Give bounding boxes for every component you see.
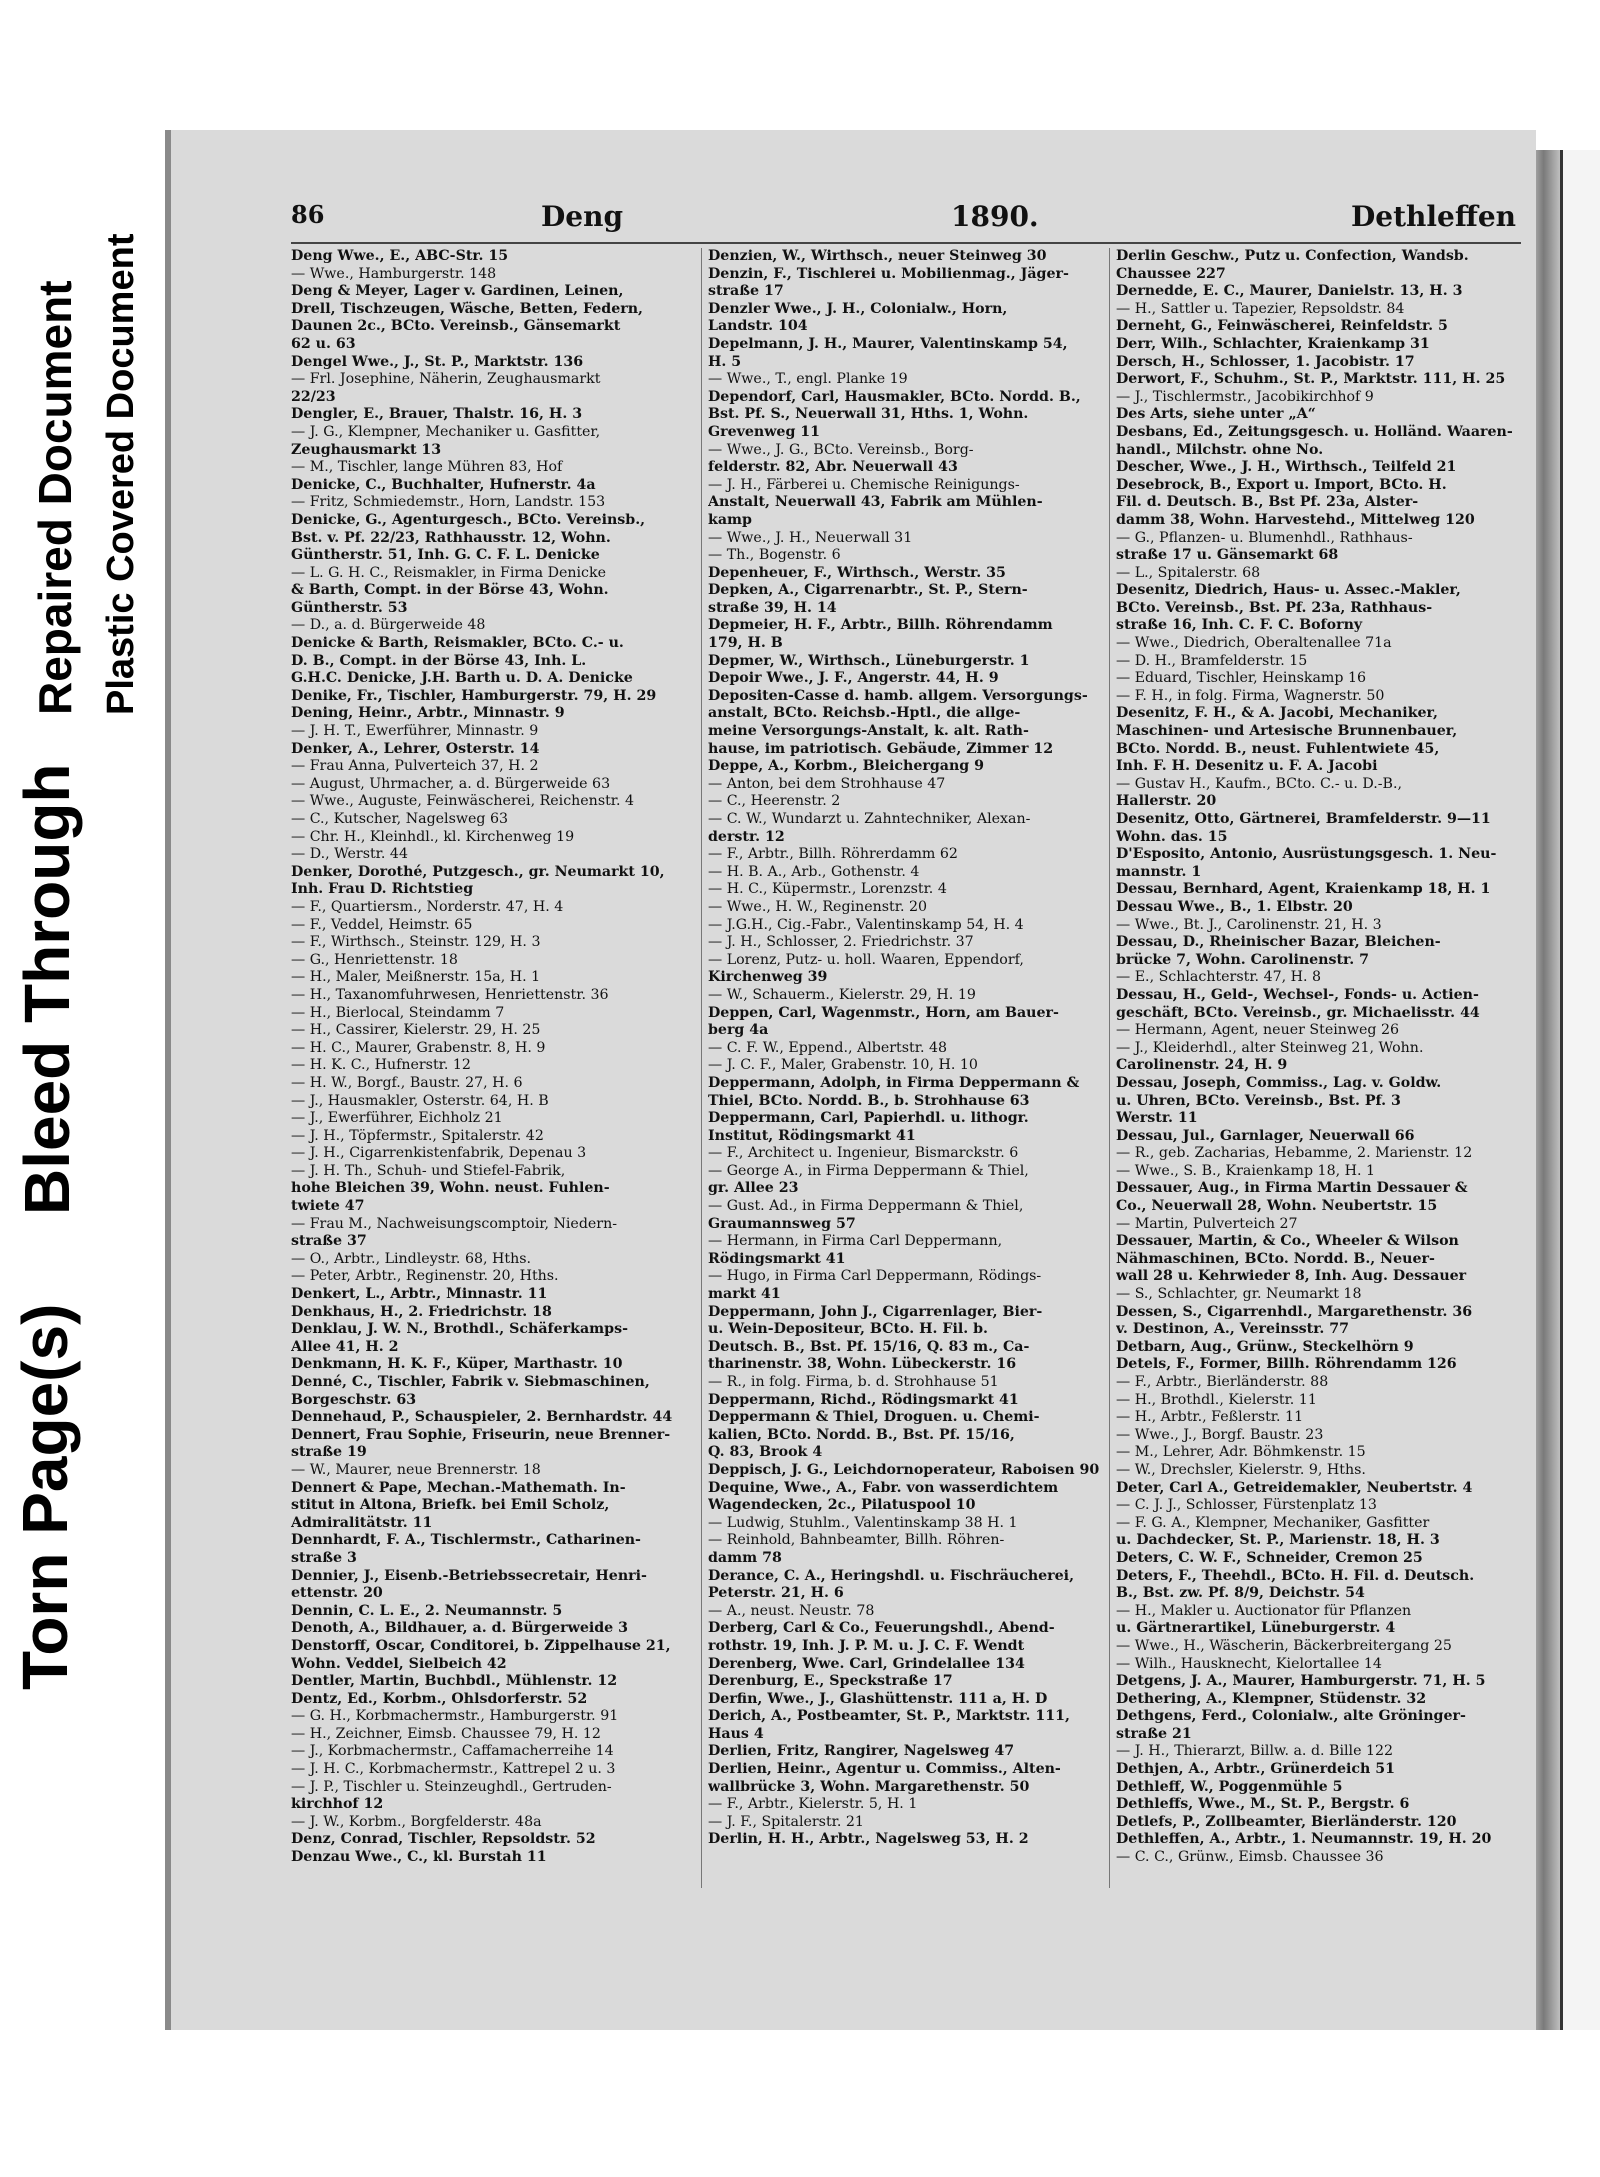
directory-entry: — J., Ewerführer, Eichholz 21 <box>291 1110 503 1127</box>
directory-entry: — Chr. H., Kleinhdl., kl. Kirchenweg 19 <box>291 828 575 845</box>
directory-entry: markt 41 <box>708 1286 781 1303</box>
directory-entry: Dersch, H., Schlosser, 1. Jacobistr. 17 <box>1116 353 1415 370</box>
directory-entry: Kirchenweg 39 <box>708 969 828 986</box>
directory-entry: — F., Arbtr., Billh. Röhrerdamm 62 <box>708 846 958 863</box>
directory-entry: — Wilh., Hausknecht, Kielortallee 14 <box>1116 1655 1382 1672</box>
directory-entry: — C., Heerenstr. 2 <box>708 793 841 810</box>
directory-entry: Denzien, W., Wirthsch., neuer Steinweg 30 <box>708 248 1047 264</box>
directory-entry: — L., Spitalerstr. 68 <box>1116 564 1261 581</box>
directory-entry: — Wwe., H., Wäscherin, Bäckerbreitergang 25 <box>1116 1637 1452 1654</box>
directory-entry: Güntherstr. 53 <box>291 599 408 616</box>
directory-entry: — H., Sattler u. Tapezier, Repsoldstr. 84 <box>1116 300 1405 317</box>
directory-entry: Derich, A., Postbeamter, St. P., Marktstr. 111, <box>708 1708 1070 1725</box>
directory-entry: & Barth, Compt. in der Börse 43, Wohn. <box>291 582 609 599</box>
directory-entry: Denicke, C., Buchhalter, Hufnerstr. 4a <box>291 476 596 493</box>
directory-entry: — Fritz, Schmiedemstr., Horn, Landstr. 153 <box>291 494 606 511</box>
directory-entry: Werstr. 11 <box>1116 1110 1198 1127</box>
directory-entry: Dessau, Bernhard, Agent, Kraienkamp 18, H. 1 <box>1116 881 1491 898</box>
directory-entry: Deppermann, Carl, Papierhdl. u. lithogr. <box>708 1110 1029 1127</box>
directory-entry: Zeughausmarkt 13 <box>291 441 442 458</box>
directory-entry: BCto. Vereinsb., Bst. Pf. 23a, Rathhaus- <box>1116 599 1433 616</box>
directory-entry: — Hermann, in Firma Carl Deppermann, <box>708 1233 1003 1250</box>
directory-entry: Deng Wwe., E., ABC-Str. 15 <box>291 248 509 264</box>
directory-entry: — F. H., in folg. Firma, Wagnerstr. 50 <box>1116 687 1385 704</box>
directory-entry: Fil. d. Deutsch. B., Bst Pf. 23a, Alster- <box>1116 494 1419 511</box>
directory-entry: — H., Maler, Meißnerstr. 15a, H. 1 <box>291 969 541 986</box>
directory-entry: Anstalt, Neuerwall 43, Fabrik am Mühlen- <box>708 494 1043 511</box>
directory-entry: — August, Uhrmacher, a. d. Bürgerweide 63 <box>291 775 611 792</box>
directory-entry: G.H.C. Denicke, J.H. Barth u. D. A. Denicke <box>291 670 633 687</box>
directory-entry: twiete 47 <box>291 1198 365 1215</box>
directory-entry: meine Versorgungs-Anstalt, k. alt. Rath- <box>708 723 1029 740</box>
directory-entry: — G., Pflanzen- u. Blumenhdl., Rathhaus- <box>1116 529 1413 546</box>
directory-entry: Grevenweg 11 <box>708 423 821 440</box>
bleed-through-label: Bleed Through <box>11 763 83 1215</box>
directory-entry: — Peter, Arbtr., Reginenstr. 20, Hths. <box>291 1268 559 1285</box>
directory-entry: Deters, C. W. F., Schneider, Cremon 25 <box>1116 1549 1423 1566</box>
directory-entry: — C. W., Wundarzt u. Zahntechniker, Alexan- <box>708 811 1031 827</box>
directory-entry: Deng & Meyer, Lager v. Gardinen, Leinen, <box>291 283 624 300</box>
directory-column-1 <box>291 248 691 1888</box>
directory-entry: straße 21 <box>1116 1725 1192 1742</box>
directory-entry: — C. C., Grünw., Eimsb. Chaussee 36 <box>1116 1849 1384 1866</box>
directory-entry: H. 5 <box>708 353 742 370</box>
directory-entry: — F. G. A., Klempner, Mechaniker, Gasfitter <box>1116 1514 1430 1531</box>
directory-entry: — Lorenz, Putz- u. holl. Waaren, Eppendorf, <box>708 951 1024 968</box>
directory-entry: — J.G.H., Cig.-Fabr., Valentinskamp 54, H. 4 <box>708 916 1024 933</box>
directory-entry: Landstr. 104 <box>708 318 808 335</box>
directory-entry: Dernedde, E. C., Maurer, Danielstr. 13, H. 3 <box>1116 283 1463 300</box>
directory-entry: straße 37 <box>291 1233 367 1250</box>
directory-entry: — R., geb. Zacharias, Hebamme, 2. Marienstr. 12 <box>1116 1145 1473 1162</box>
directory-entry: Desbans, Ed., Zeitungsgesch. u. Holländ. Waaren- <box>1116 423 1513 440</box>
directory-entry: Dentz, Ed., Korbm., Ohlsdorferstr. 52 <box>291 1690 588 1707</box>
directory-entry: Detels, F., Former, Billh. Röhrendamm 126 <box>1116 1356 1457 1373</box>
directory-entry: — F., Arbtr., Kielerstr. 5, H. 1 <box>708 1796 918 1813</box>
directory-entry: — Wwe., S. B., Kraienkamp 18, H. 1 <box>1116 1162 1376 1179</box>
directory-entry: damm 78 <box>708 1549 782 1566</box>
directory-entry: brücke 7, Wohn. Carolinenstr. 7 <box>1116 951 1369 968</box>
header-rule <box>291 242 1521 244</box>
running-head-left: Deng <box>541 200 624 233</box>
directory-entry: — George A., in Firma Deppermann & Thiel, <box>708 1162 1029 1179</box>
directory-entry: Depenheuer, F., Wirthsch., Werstr. 35 <box>708 564 1006 581</box>
directory-entry: Derwort, F., Schuhm., St. P., Marktstr. 111, H. 25 <box>1116 371 1506 388</box>
directory-entry: Dessau, H., Geld-, Wechsel-, Fonds- u. Actien- <box>1116 986 1479 1003</box>
directory-entry: — Hermann, Agent, neuer Steinweg 26 <box>1116 1022 1400 1039</box>
directory-entry: — J. H., Cigarrenkistenfabrik, Depenau 3 <box>291 1145 587 1162</box>
directory-entry: Denkmann, H. K. F., Küper, Marthastr. 10 <box>291 1356 623 1373</box>
directory-entry: — Wwe., Auguste, Feinwäscherei, Reichenstr. 4 <box>291 793 635 810</box>
directory-entry: straße 17 <box>708 283 784 300</box>
directory-entry: Detbarn, Aug., Grünw., Steckelhörn 9 <box>1116 1338 1414 1355</box>
directory-entry: anstalt, BCto. Reichsb.-Hptl., die allge- <box>708 705 1021 722</box>
directory-entry: — J., Kleiderhdl., alter Steinweg 21, Wohn. <box>1116 1039 1424 1056</box>
directory-entry: Denicke, G., Agenturgesch., BCto. Vereinsb., <box>291 511 646 528</box>
directory-entry: derstr. 12 <box>708 828 785 845</box>
directory-entry: — H. W., Borgf., Baustr. 27, H. 6 <box>291 1074 523 1091</box>
directory-entry: — H., Zeichner, Eimsb. Chaussee 79, H. 12 <box>291 1725 601 1742</box>
directory-entry: Nähmaschinen, BCto. Nordd. B., Neuer- <box>1116 1250 1435 1267</box>
directory-entry: — J. F., Spitalerstr. 21 <box>708 1813 864 1830</box>
directory-entry: Denker, Dorothé, Putzgesch., gr. Neumarkt 10, <box>291 863 665 880</box>
directory-entry: Borgeschstr. 63 <box>291 1391 417 1408</box>
directory-entry: Peterstr. 21, H. 6 <box>708 1585 844 1602</box>
directory-entry: berg 4a <box>708 1022 769 1039</box>
directory-entry: — J. G., Klempner, Mechaniker u. Gasfitter, <box>291 423 601 440</box>
directory-entry: Dessau, D., Rheinischer Bazar, Bleichen- <box>1116 934 1441 951</box>
directory-entry: Depmer, W., Wirthsch., Lüneburgerstr. 1 <box>708 652 1030 669</box>
directory-entry: — Wwe., H. W., Reginenstr. 20 <box>708 898 928 915</box>
directory-entry: — L. G. H. C., Reismakler, in Firma Denicke <box>291 564 606 581</box>
directory-entry: — Gust. Ad., in Firma Deppermann & Thiel, <box>708 1198 1024 1215</box>
directory-entry: Depoir Wwe., J. F., Angerstr. 44, H. 9 <box>708 670 999 687</box>
directory-entry: Desenitz, Diedrich, Haus- u. Assec.-Makler, <box>1116 582 1461 599</box>
directory-entry: — D., Werstr. 44 <box>291 846 408 863</box>
directory-entry: — Wwe., Diedrich, Oberaltenallee 71a <box>1116 635 1392 652</box>
directory-entry: Denzin, F., Tischlerei u. Mobilienmag., Jäger- <box>708 265 1069 282</box>
directory-entry: Dethering, A., Klempner, Stüdenstr. 32 <box>1116 1690 1427 1707</box>
directory-entry: — F., Quartiersm., Norderstr. 47, H. 4 <box>291 898 564 915</box>
directory-entry: Chaussee 227 <box>1116 265 1226 282</box>
directory-entry: Bst. Pf. S., Neuerwall 31, Hths. 1, Wohn. <box>708 406 1029 423</box>
directory-entry: Derlin Geschw., Putz u. Confection, Wandsb. <box>1116 248 1469 264</box>
directory-entry: kalien, BCto. Nordd. B., Bst. Pf. 15/16, <box>708 1426 1015 1443</box>
directory-entry: — J. H. T., Ewerführer, Minnastr. 9 <box>291 723 539 740</box>
directory-entry: B., Bst. zw. Pf. 8/9, Deichstr. 54 <box>1116 1585 1365 1602</box>
directory-entry: — Wwe., Hamburgerstr. 148 <box>291 265 497 282</box>
directory-entry: Dentler, Martin, Buchbdl., Mühlenstr. 12 <box>291 1673 618 1690</box>
directory-entry: Depelmann, J. H., Maurer, Valentinskamp 54, <box>708 335 1068 352</box>
directory-entry: — J., Tischlermstr., Jacobikirchhof 9 <box>1116 388 1374 405</box>
directory-entry: Inh. Frau D. Richtstieg <box>291 881 474 898</box>
directory-entry: — Eduard, Tischler, Heinskamp 16 <box>1116 670 1367 687</box>
directory-entry: Daunen 2c., BCto. Vereinsb., Gänsemarkt <box>291 318 621 335</box>
directory-entry: — Wwe., Bt. J., Carolinenstr. 21, H. 3 <box>1116 916 1382 933</box>
directory-entry: Dennin, C. L. E., 2. Neumannstr. 5 <box>291 1602 563 1619</box>
directory-entry: — D., a. d. Bürgerweide 48 <box>291 617 486 634</box>
directory-entry: Des Arts, siehe unter „A“ <box>1116 406 1316 423</box>
directory-entry: Q. 83, Brook 4 <box>708 1444 823 1461</box>
directory-entry: straße 17 u. Gänsemarkt 68 <box>1116 547 1339 564</box>
directory-entry: 62 u. 63 <box>291 335 356 352</box>
directory-entry: Dethgens, Ferd., Colonialw., alte Gröninger- <box>1116 1708 1466 1725</box>
directory-entry: u. Dachdecker, St. P., Marienstr. 18, H. 3 <box>1116 1532 1440 1549</box>
running-head-right: Dethleffen <box>1351 200 1516 233</box>
directory-entry: — C. J. J., Schlosser, Fürstenplatz 13 <box>1116 1497 1377 1514</box>
page-header <box>291 200 1521 240</box>
directory-entry: Dequine, Wwe., A., Fabr. von wasserdichtem <box>708 1479 1059 1496</box>
directory-entry: Dening, Heinr., Arbtr., Minnastr. 9 <box>291 705 565 722</box>
directory-entry: Depmeier, H. F., Arbtr., Billh. Röhrendamm <box>708 617 1053 634</box>
directory-entry: — Th., Bogenstr. 6 <box>708 547 841 564</box>
directory-entry: — H. B. A., Arb., Gothenstr. 4 <box>708 863 920 880</box>
directory-entry: hause, im patriotisch. Gebäude, Zimmer 12 <box>708 740 1054 757</box>
directory-entry: Derenburg, E., Speckstraße 17 <box>708 1673 953 1690</box>
directory-entry: — H. K. C., Hufnerstr. 12 <box>291 1057 471 1074</box>
directory-entry: Dessau, Jul., Garnlager, Neuerwall 66 <box>1116 1127 1415 1144</box>
directory-entry: Dennehaud, P., Schauspieler, 2. Bernhardstr. 44 <box>291 1409 673 1426</box>
directory-entry: hohe Bleichen 39, Wohn. neust. Fuhlen- <box>291 1180 610 1197</box>
directory-entry: Denicke & Barth, Reismakler, BCto. C.- u. <box>291 635 624 652</box>
directory-entry: — H., Makler u. Auctionator für Pflanzen <box>1116 1602 1412 1619</box>
directory-entry: Deppermann & Thiel, Droguen. u. Chemi- <box>708 1409 1040 1426</box>
directory-entry: Desenitz, F. H., & A. Jacobi, Mechaniker, <box>1116 705 1438 722</box>
directory-entry: Dessauer, Aug., in Firma Martin Dessauer & <box>1116 1180 1468 1197</box>
directory-entry: Inh. F. H. Desenitz u. F. A. Jacobi <box>1116 758 1378 775</box>
directory-entry: Deter, Carl A., Getreidemakler, Neubertstr. 4 <box>1116 1479 1473 1496</box>
directory-entry: straße 3 <box>291 1549 357 1566</box>
directory-entry: Thiel, BCto. Nordd. B., b. Strohhause 63 <box>708 1092 1030 1109</box>
directory-entry: Derlien, Heinr., Agentur u. Commiss., Alten- <box>708 1761 1061 1778</box>
directory-entry: 179, H. B <box>708 635 783 652</box>
directory-entry: Desebrock, B., Export u. Import, BCto. H. <box>1116 476 1447 493</box>
directory-entry: — Frau M., Nachweisungscomptoir, Niedern- <box>291 1215 618 1232</box>
directory-entry: Deters, F., Theehdl., BCto. H. Fil. d. Deutsch. <box>1116 1567 1475 1584</box>
directory-entry: Depositen-Casse d. hamb. allgem. Versorgungs- <box>708 687 1088 704</box>
directory-entry: — J. H. Th., Schuh- und Stiefel-Fabrik, <box>291 1162 566 1179</box>
year-heading: 1890. <box>951 200 1039 233</box>
directory-entry: Derfin, Wwe., J., Glashüttenstr. 111 a, H. D <box>708 1690 1048 1707</box>
directory-entry: Dennier, J., Eisenb.-Betriebssecretair, Henri- <box>291 1567 647 1584</box>
directory-entry: Derance, C. A., Heringshdl. u. Fischräucherei, <box>708 1567 1075 1584</box>
directory-entry: Güntherstr. 51, Inh. G. C. F. L. Denicke <box>291 547 600 564</box>
directory-entry: kirchhof 12 <box>291 1796 384 1813</box>
directory-entry: — G., Henriettenstr. 18 <box>291 951 458 968</box>
directory-entry: — C. F. W., Eppend., Albertstr. 48 <box>708 1039 948 1056</box>
directory-entry: Deppermann, Richd., Rödingsmarkt 41 <box>708 1391 1019 1408</box>
directory-entry: Dessau, Joseph, Commiss., Lag. v. Goldw. <box>1116 1074 1442 1091</box>
directory-entry: — H., Brothdl., Kielerstr. 11 <box>1116 1391 1317 1408</box>
directory-entry: Dennhardt, F. A., Tischlermstr., Catharinen- <box>291 1532 641 1549</box>
directory-column-3 <box>1109 248 1534 1888</box>
directory-entry: Dennert, Frau Sophie, Friseurin, neue Brenner- <box>291 1426 671 1443</box>
directory-entry: — W., Maurer, neue Brennerstr. 18 <box>291 1461 541 1478</box>
directory-entry: Desenitz, Otto, Gärtnerei, Bramfelderstr. 9—11 <box>1116 811 1491 827</box>
directory-entry: wallbrücke 3, Wohn. Margarethenstr. 50 <box>708 1778 1030 1795</box>
directory-entry: Dethleffs, Wwe., M., St. P., Bergstr. 6 <box>1116 1796 1410 1813</box>
directory-entry: — J. W., Korbm., Borgfelderstr. 48a <box>291 1813 542 1830</box>
directory-entry: — Ludwig, Stuhlm., Valentinskamp 38 H. 1 <box>708 1514 1018 1531</box>
directory-entry: — M., Lehrer, Adr. Böhmkenstr. 15 <box>1116 1444 1366 1461</box>
directory-entry: Denné, C., Tischler, Fabrik v. Siebmaschinen, <box>291 1374 650 1390</box>
directory-entry: u. Uhren, BCto. Vereinsb., Bst. Pf. 3 <box>1116 1092 1401 1109</box>
directory-entry: Co., Neuerwall 28, Wohn. Neubertstr. 15 <box>1116 1198 1438 1215</box>
directory-entry: Admiralitätstr. 11 <box>291 1514 433 1531</box>
directory-entry: — O., Arbtr., Lindleystr. 68, Hths. <box>291 1250 532 1267</box>
directory-entry: — F., Architect u. Ingenieur, Bismarckstr. 6 <box>708 1145 1019 1162</box>
directory-entry: Derlin, H. H., Arbtr., Nagelsweg 53, H. 2 <box>708 1831 1029 1848</box>
directory-entry: — Wwe., T., engl. Planke 19 <box>708 371 908 388</box>
directory-entry: Denoth, A., Bildhauer, a. d. Bürgerweide 3 <box>291 1620 629 1637</box>
directory-entry: Dethjen, A., Arbtr., Grünerdeich 51 <box>1116 1761 1396 1778</box>
directory-entry: Deppisch, J. G., Leichdornoperateur, Raboisen 90 <box>708 1461 1100 1478</box>
directory-entry: straße 16, Inh. C. F. C. Boforny <box>1116 617 1363 634</box>
directory-entry: — J. H., Töpfermstr., Spitalerstr. 42 <box>291 1127 544 1144</box>
directory-entry: — Frau Anna, Pulverteich 37, H. 2 <box>291 758 539 775</box>
directory-entry: — J., Korbmachermstr., Caffamacherreihe 14 <box>291 1743 614 1760</box>
directory-entry: — S., Schlachter, gr. Neumarkt 18 <box>1116 1286 1362 1303</box>
directory-entry: felderstr. 82, Abr. Neuerwall 43 <box>708 459 958 476</box>
directory-entry: Derberg, Carl & Co., Feuerungshdl., Abend- <box>708 1620 1055 1637</box>
directory-entry: Deppermann, Adolph, in Firma Deppermann & <box>708 1074 1080 1091</box>
directory-entry: Graumannsweg 57 <box>708 1215 856 1232</box>
directory-entry: — J. H., Schlosser, 2. Friedrichstr. 37 <box>708 934 974 951</box>
directory-entry: — D. H., Bramfelderstr. 15 <box>1116 652 1308 669</box>
directory-entry: — M., Tischler, lange Mühren 83, Hof <box>291 459 563 476</box>
directory-entry: Denklau, J. W. N., Brothdl., Schäferkamps- <box>291 1321 628 1338</box>
directory-entry: — Wwe., J. G., BCto. Vereinsb., Borg- <box>708 441 974 458</box>
directory-entry: Rödingsmarkt 41 <box>708 1250 846 1267</box>
directory-entry: Dengler, E., Brauer, Thalstr. 16, H. 3 <box>291 406 583 423</box>
directory-entry: Denzler Wwe., J. H., Colonialw., Horn, <box>708 300 1008 317</box>
torn-pages-label: Torn Page(s) <box>9 1303 81 1690</box>
directory-entry: Drell, Tischzeugen, Wäsche, Betten, Federn, <box>291 300 643 317</box>
directory-entry: u. Gärtnerartikel, Lüneburgerstr. 4 <box>1116 1620 1396 1637</box>
directory-entry: Denker, A., Lehrer, Osterstr. 14 <box>291 740 540 757</box>
directory-entry: straße 39, H. 14 <box>708 599 837 616</box>
directory-entry: Detlefs, P., Zollbeamter, Bierländerstr. 120 <box>1116 1813 1457 1830</box>
directory-entry: Carolinenstr. 24, H. 9 <box>1116 1057 1288 1074</box>
directory-entry: Wohn. Veddel, Sielbeich 42 <box>291 1655 507 1672</box>
directory-entry: ettenstr. 20 <box>291 1585 383 1602</box>
directory-entry: stitut in Altona, Briefk. bei Emil Scholz, <box>291 1497 610 1514</box>
directory-entry: — Martin, Pulverteich 27 <box>1116 1215 1298 1232</box>
directory-entry: Dependorf, Carl, Hausmakler, BCto. Nordd. B., <box>708 388 1081 405</box>
directory-entry: Hallerstr. 20 <box>1116 793 1217 810</box>
repaired-document-label: Repaired Document <box>29 280 81 715</box>
directory-entry: — C., Kutscher, Nagelsweg 63 <box>291 811 509 827</box>
directory-entry: — J. H., Thierarzt, Billw. a. d. Bille 122 <box>1116 1743 1394 1760</box>
directory-entry: — W., Schauerm., Kielerstr. 29, H. 19 <box>708 986 976 1003</box>
directory-entry: Descher, Wwe., J. H., Wirthsch., Teilfeld 21 <box>1116 459 1457 476</box>
directory-entry: Wohn. das. 15 <box>1116 828 1228 845</box>
directory-page <box>165 130 1536 2030</box>
directory-entry: Haus 4 <box>708 1725 764 1742</box>
directory-entry: — J. C. F., Maler, Grabenstr. 10, H. 10 <box>708 1057 978 1074</box>
directory-entry: — J., Hausmakler, Osterstr. 64, H. B <box>291 1092 549 1109</box>
directory-entry: Dethleffen, A., Arbtr., 1. Neumannstr. 19, H. 20 <box>1116 1831 1492 1848</box>
directory-entry: v. Destinon, A., Vereinsstr. 77 <box>1116 1321 1350 1338</box>
directory-entry: Denz, Conrad, Tischler, Repsoldstr. 52 <box>291 1831 596 1848</box>
directory-entry: — F., Arbtr., Bierländerstr. 88 <box>1116 1374 1329 1390</box>
directory-entry: — H., Arbtr., Feßlerstr. 11 <box>1116 1409 1304 1426</box>
directory-entry: Allee 41, H. 2 <box>291 1338 399 1355</box>
directory-entry: Maschinen- und Artesische Brunnenbauer, <box>1116 723 1458 740</box>
directory-entry: Depken, A., Cigarrenarbtr., St. P., Stern- <box>708 582 1028 599</box>
directory-entry: Deutsch. B., Bst. Pf. 15/16, Q. 83 m., Ca- <box>708 1338 1030 1355</box>
directory-entry: rothstr. 19, Inh. J. P. M. u. J. C. F. Wendt <box>708 1637 1025 1654</box>
directory-entry: — R., in folg. Firma, b. d. Strohhause 51 <box>708 1374 999 1390</box>
directory-entry: — H., Cassirer, Kielerstr. 29, H. 25 <box>291 1022 541 1039</box>
directory-entry: Derneht, G., Feinwäscherei, Reinfeldstr. 5 <box>1116 318 1448 335</box>
directory-entry: — Reinhold, Bahnbeamter, Billh. Röhren- <box>708 1532 1005 1549</box>
directory-entry: Derlien, Fritz, Rangirer, Nagelsweg 47 <box>708 1743 1015 1760</box>
directory-entry: Dessen, S., Cigarrenhdl., Margarethenstr. 36 <box>1116 1303 1473 1320</box>
directory-entry: — Anton, bei dem Strohhause 47 <box>708 775 946 792</box>
directory-entry: straße 19 <box>291 1444 367 1461</box>
directory-entry: Bst. v. Pf. 22/23, Rathhausstr. 12, Wohn. <box>291 529 611 546</box>
directory-entry: wall 28 u. Kehrwieder 8, Inh. Aug. Dessauer <box>1116 1268 1467 1285</box>
directory-entry: D. B., Compt. in der Börse 43, Inh. L. <box>291 652 587 669</box>
directory-entry: — F., Veddel, Heimstr. 65 <box>291 916 473 933</box>
directory-entry: Dengel Wwe., J., St. P., Marktstr. 136 <box>291 353 584 370</box>
directory-entry: Denstorff, Oscar, Conditorei, b. Zippelhause 21, <box>291 1637 671 1654</box>
directory-entry: geschäft, BCto. Vereinsb., gr. Michaelisstr. 44 <box>1116 1004 1480 1021</box>
directory-entry: Derenberg, Wwe. Carl, Grindelallee 134 <box>708 1655 1025 1672</box>
directory-entry: Derr, Wilh., Schlachter, Kraienkamp 31 <box>1116 335 1430 352</box>
directory-entry: 22/23 <box>291 388 336 405</box>
directory-entry: kamp <box>708 511 752 528</box>
directory-entry: — E., Schlachterstr. 47, H. 8 <box>1116 969 1322 986</box>
directory-entry: Dessauer, Martin, & Co., Wheeler & Wilson <box>1116 1233 1459 1250</box>
directory-entry: Dethleff, W., Poggenmühle 5 <box>1116 1778 1343 1795</box>
directory-entry: — J. H. C., Korbmachermstr., Kattrepel 2 u. 3 <box>291 1761 616 1778</box>
directory-entry: Denike, Fr., Tischler, Hamburgerstr. 79, H. 29 <box>291 687 657 704</box>
directory-entry: — Wwe., J., Borgf. Baustr. 23 <box>1116 1426 1324 1443</box>
directory-entry: — H., Bierlocal, Steindamm 7 <box>291 1004 505 1021</box>
directory-entry: Dessau Wwe., B., 1. Elbstr. 20 <box>1116 898 1353 915</box>
directory-entry: D'Esposito, Antonio, Ausrüstungsgesch. 1. Neu- <box>1116 846 1497 863</box>
plastic-covered-label: Plastic Covered Document <box>100 233 142 715</box>
directory-entry: u. Wein-Depositeur, BCto. H. Fil. b. <box>708 1321 988 1338</box>
directory-entry: Detgens, J. A., Maurer, Hamburgerstr. 71, H. 5 <box>1116 1673 1486 1690</box>
directory-entry: — J. H., Färberei u. Chemische Reinigungs- <box>708 476 1020 493</box>
directory-entry: mannstr. 1 <box>1116 863 1202 880</box>
directory-entry: — Wwe., J. H., Neuerwall 31 <box>708 529 913 546</box>
directory-entry: — G. H., Korbmachermstr., Hamburgerstr. 91 <box>291 1708 619 1725</box>
directory-entry: Institut, Rödingsmarkt 41 <box>708 1127 916 1144</box>
directory-entry: gr. Allee 23 <box>708 1180 799 1197</box>
directory-entry: — W., Drechsler, Kielerstr. 9, Hths. <box>1116 1461 1366 1478</box>
directory-entry: — H. C., Maurer, Grabenstr. 8, H. 9 <box>291 1039 546 1056</box>
directory-entry: handl., Milchstr. ohne No. <box>1116 441 1324 458</box>
directory-entry: — Frl. Josephine, Näherin, Zeughausmarkt <box>291 371 601 388</box>
directory-entry: tharinenstr. 38, Wohn. Lübeckerstr. 16 <box>708 1356 1017 1373</box>
directory-entry: Deppermann, John J., Cigarrenlager, Bier- <box>708 1303 1043 1320</box>
directory-entry: — J. P., Tischler u. Steinzeughdl., Gertruden- <box>291 1778 612 1795</box>
directory-entry: BCto. Nordd. B., neust. Fuhlentwiete 45, <box>1116 740 1440 757</box>
facing-page-edge <box>1560 150 1600 2030</box>
page-number: 86 <box>291 200 325 229</box>
directory-entry: — F., Wirthsch., Steinstr. 129, H. 3 <box>291 934 541 951</box>
directory-entry: Deppe, A., Korbm., Bleichergang 9 <box>708 758 985 775</box>
directory-entry: — Hugo, in Firma Carl Deppermann, Rödings- <box>708 1268 1042 1285</box>
directory-entry: Deppen, Carl, Wagenmstr., Horn, am Bauer- <box>708 1004 1059 1021</box>
directory-entry: — A., neust. Neustr. 78 <box>708 1602 875 1619</box>
directory-entry: Denkhaus, H., 2. Friedrichstr. 18 <box>291 1303 552 1320</box>
directory-entry: Denzau Wwe., C., kl. Burstah 11 <box>291 1849 547 1866</box>
directory-entry: Denkert, L., Arbtr., Minnastr. 11 <box>291 1286 548 1303</box>
directory-entry: damm 38, Wohn. Harvestehd., Mittelweg 120 <box>1116 511 1475 528</box>
directory-entry: — Gustav H., Kaufm., BCto. C.- u. D.-B., <box>1116 775 1402 792</box>
directory-column-2 <box>701 248 1108 1888</box>
directory-entry: Wagendecken, 2c., Pilatuspool 10 <box>708 1497 976 1514</box>
directory-entry: — H., Taxanomfuhrwesen, Henriettenstr. 36 <box>291 986 609 1003</box>
directory-entry: Dennert & Pape, Mechan.-Mathemath. In- <box>291 1479 626 1496</box>
directory-entry: — H. C., Küpermstr., Lorenzstr. 4 <box>708 881 947 898</box>
